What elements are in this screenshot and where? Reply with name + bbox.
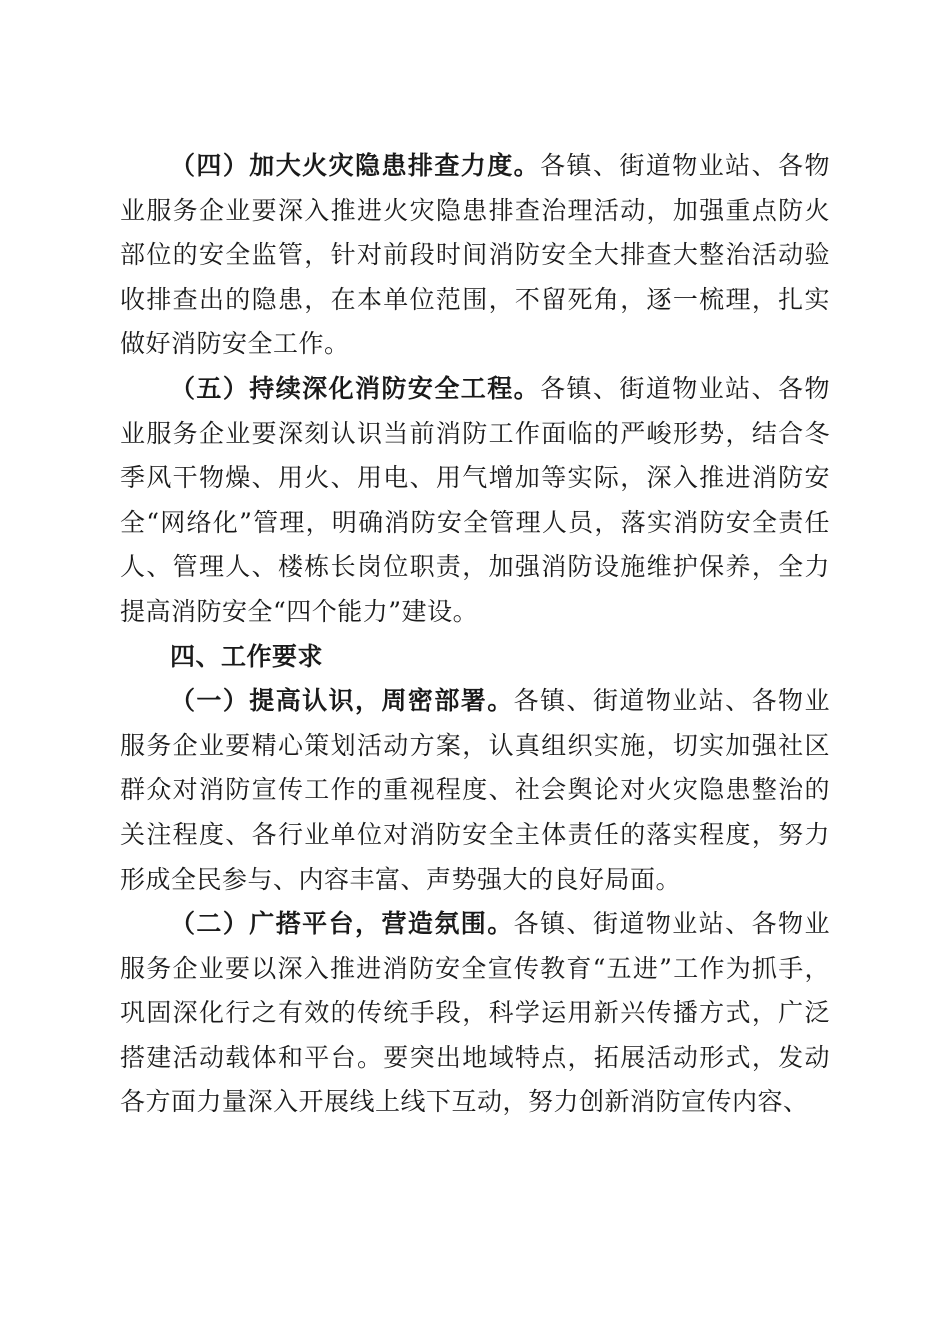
paragraph-5-lead: （五）持续深化消防安全工程。 [170, 373, 541, 403]
requirement-2-body: 各镇、街道物业站、各物业服务企业要以深入推进消防安全宣传教育“五进”工作为抓手，巩固深化行之有效的传统手段，科学运用新兴传播方式，广泛搭建活动载体和平台。要突出地域特点，拓展活动形式，发动各方面力量深入开展线上线下互动，努力创新消防宣传内容、 [120, 909, 830, 1117]
paragraph-4-body: 各镇、街道物业站、各物业服务企业要深入推进火灾隐患排查治理活动，加强重点防火部位的安全监管，针对前段时间消防安全大排查大整治活动验收排查出的隐患，在本单位范围，不留死角，逐一梳理，扎实做好消防安全工作。 [120, 151, 830, 359]
requirement-1-body: 各镇、街道物业站、各物业服务企业要精心策划活动方案，认真组织实施，切实加强社区群众对消防宣传工作的重视程度、社会舆论对火灾隐患整治的关注程度、各行业单位对消防安全主体责任的落实程度，努力形成全民参与、内容丰富、声势强大的良好局面。 [120, 686, 830, 894]
section-heading: 四、工作要求 [170, 641, 324, 671]
document-body [120, 144, 830, 1125]
paragraph-4-lead: （四）加大火灾隐患排查力度。 [170, 151, 541, 180]
requirement-1 [120, 679, 830, 902]
paragraph-5-body: 各镇、街道物业站、各物业服务企业要深刻认识当前消防工作面临的严峻形势，结合冬季风干物燥、用火、用电、用气增加等实际，深入推进消防安全“网络化”管理，明确消防安全管理人员，落实消防安全责任人、管理人、楼栋长岗位职责，加强消防设施维护保养，全力提高消防安全“四个能力”建设。 [120, 373, 830, 626]
paragraph-4 [120, 144, 830, 367]
requirement-2 [120, 902, 830, 1125]
requirement-1-lead: （一）提高认识，周密部署。 [170, 686, 514, 716]
paragraph-5 [120, 367, 830, 635]
requirement-2-lead: （二）广搭平台，营造氛围。 [170, 909, 514, 939]
